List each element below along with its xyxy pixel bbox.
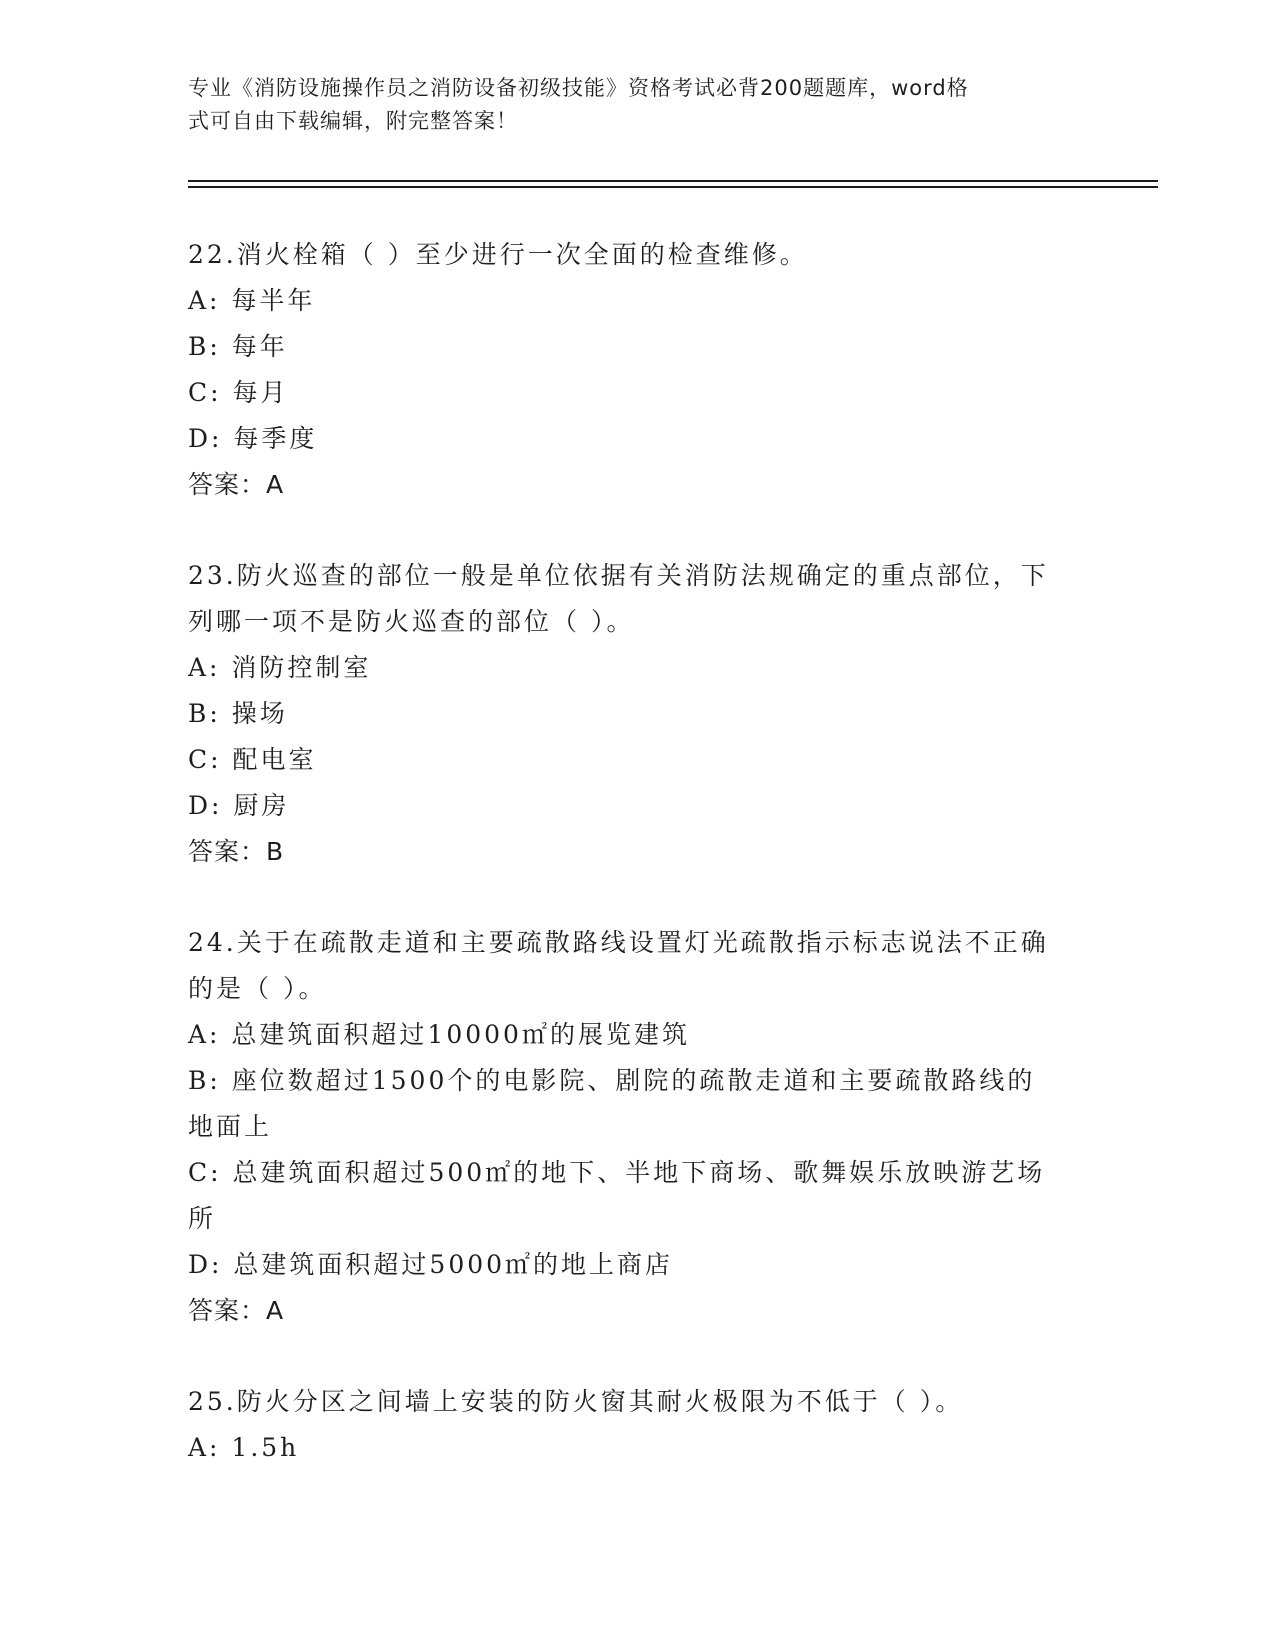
question-item: [188, 232, 1088, 508]
question-stem: 22.消火栓箱（ ）至少进行一次全面的检查维修。: [188, 240, 808, 269]
header-divider: [188, 180, 1158, 182]
option-c: C: 总建筑面积超过500㎡的地下、半地下商场、歌舞娱乐放映游艺场: [188, 1158, 1046, 1187]
question-stem: 24.关于在疏散走道和主要疏散路线设置灯光疏散指示标志说法不正确: [188, 928, 1049, 957]
answer-label: 答案：: [188, 837, 267, 866]
question-stem: 的是（ ）。: [188, 974, 327, 1003]
option-a: A: 1.5h: [188, 1433, 300, 1462]
header-divider: [188, 186, 1158, 188]
document-header: [188, 72, 1068, 138]
header-line: 专业《消防设施操作员之消防设备初级技能》资格考试必背200题题库，word格: [188, 76, 969, 100]
option-b: B: 每年: [188, 332, 288, 361]
answer-value: A: [266, 470, 285, 499]
option-c-continued: 所: [188, 1204, 217, 1233]
question-stem: 25.防火分区之间墙上安装的防火窗其耐火极限为不低于（ ）。: [188, 1387, 964, 1416]
option-a: A: 总建筑面积超过10000㎡的展览建筑: [188, 1020, 690, 1049]
question-item: [188, 920, 1088, 1334]
answer-line: [188, 1288, 1088, 1334]
option-a: A: 每半年: [188, 286, 316, 315]
option-d: D: 总建筑面积超过5000㎡的地上商店: [188, 1250, 674, 1279]
answer-value: A: [266, 1296, 285, 1325]
option-b: B: 操场: [188, 699, 288, 728]
question-stem: 23.防火巡查的部位一般是单位依据有关消防法规确定的重点部位，下: [188, 561, 1049, 590]
answer-value: B: [266, 837, 285, 866]
question-item: [188, 553, 1088, 875]
option-b: B: 座位数超过1500个的电影院、剧院的疏散走道和主要疏散路线的: [188, 1066, 1036, 1095]
option-c: C: 每月: [188, 378, 289, 407]
question-list: [188, 232, 1088, 1516]
option-d: D: 每季度: [188, 424, 318, 453]
header-line: 式可自由下载编辑，附完整答案！: [188, 109, 518, 133]
answer-line: [188, 829, 1088, 875]
option-b-continued: 地面上: [188, 1112, 273, 1141]
answer-label: 答案：: [188, 1296, 267, 1325]
question-stem: 列哪一项不是防火巡查的部位（ ）。: [188, 607, 635, 636]
option-d: D: 厨房: [188, 791, 290, 820]
option-a: A: 消防控制室: [188, 653, 372, 682]
answer-line: [188, 462, 1088, 508]
answer-label: 答案：: [188, 470, 267, 499]
question-item: [188, 1379, 1088, 1471]
option-c: C: 配电室: [188, 745, 317, 774]
